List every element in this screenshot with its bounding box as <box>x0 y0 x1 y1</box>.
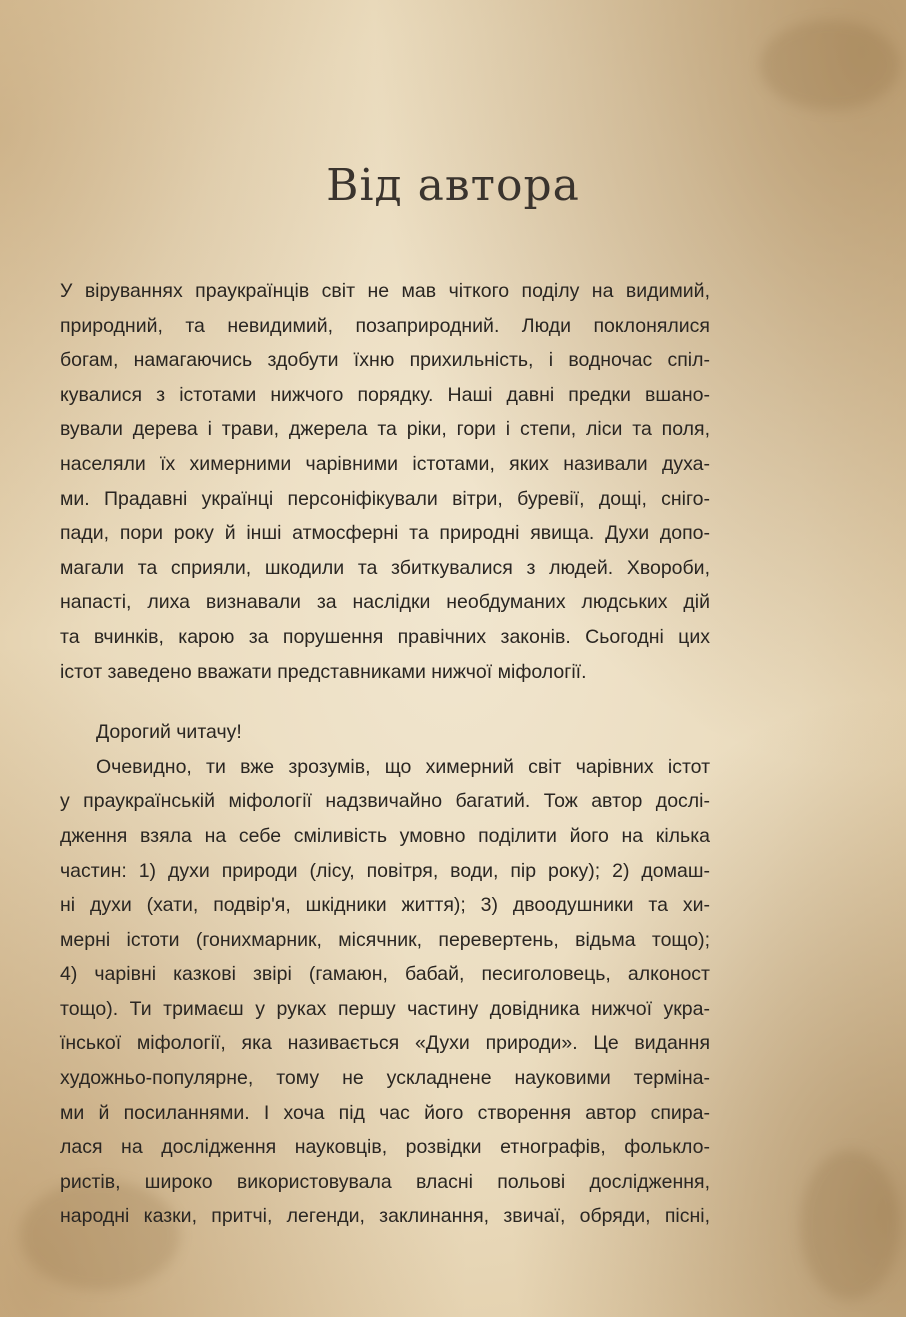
text-line: та вчинків, карою за порушення правічних законів. Сьогодні цих <box>60 625 710 648</box>
text-line: ми. Прадавні українці персоніфікували вітри, буревії, дощі, сніго- <box>60 487 710 510</box>
text-line: художньо-популярне, тому не ускладнене науковими терміна- <box>60 1067 710 1090</box>
text-line: напасті, лиха визнавали за наслідки необдуманих людських дій <box>60 591 710 614</box>
page-title: Від автора <box>326 160 580 211</box>
text-line: У віруваннях праукраїнців світ не мав чіткого поділу на видимий, <box>60 280 710 302</box>
text-line: Очевидно, ти вже зрозумів, що химерний світ чарівних істот <box>96 755 710 778</box>
text-line: вували дерева і трави, джерела та ріки, гори і степи, ліси та поля, <box>60 418 710 441</box>
text-line: 4) чарівні казкові звірі (гамаюн, бабай, песиголовець, алконост <box>60 963 710 986</box>
greeting: Дорогий читачу! <box>96 721 242 744</box>
text-line: частин: 1) духи природи (лісу, повітря, води, пір року); 2) домаш- <box>60 859 710 882</box>
paper-stain <box>800 1150 900 1300</box>
text-line: магали та сприяли, шкодили та збиткувалися з людей. Хвороби, <box>60 556 710 579</box>
paper-stain <box>760 20 900 110</box>
text-line: мерні істоти (гонихмарник, місячник, перевертень, відьма тощо); <box>60 928 710 951</box>
text-line: пади, пори року й інші атмосферні та природні явища. Духи допо- <box>60 522 710 545</box>
text-line: їнської міфології, яка називається «Духи природи». Це видання <box>60 1032 710 1055</box>
text-line: ні духи (хати, подвір'я, шкідники життя); 3) двоодушники та хи- <box>60 894 710 917</box>
text-line: ристів, широко використовувала власні польові дослідження, <box>60 1170 710 1193</box>
text-line: лася на дослідження науковців, розвідки етнографів, фолькло- <box>60 1136 710 1159</box>
text-line: природний, та невидимий, позаприродний. Люди поклонялися <box>60 314 710 337</box>
text-line: кувалися з істотами нижчого порядку. Наші давні предки вшано- <box>60 383 710 406</box>
text-line: дження взяла на себе сміливість умовно поділити його на кілька <box>60 824 710 847</box>
text-line: населяли їх химерними чарівними істотами, яких називали духа- <box>60 452 710 475</box>
text-line: богам, намагаючись здобути їхню прихильність, і водночас спіл- <box>60 349 710 372</box>
text-line: у праукраїнській міфології надзвичайно багатий. Тож автор дослі- <box>60 790 710 813</box>
text-line: істот заведено вважати представниками нижчої міфології. <box>60 660 587 683</box>
text-line: тощо). Ти тримаєш у руках першу частину довідника нижчої укра- <box>60 997 710 1020</box>
paragraph-gap <box>60 689 710 715</box>
body-text <box>60 274 710 1234</box>
text-line: ми й посиланнями. І хоча під час його створення автор спира- <box>60 1101 710 1124</box>
text-line: народні казки, притчі, легенди, заклинання, звичаї, обряди, пісні, <box>60 1205 710 1228</box>
